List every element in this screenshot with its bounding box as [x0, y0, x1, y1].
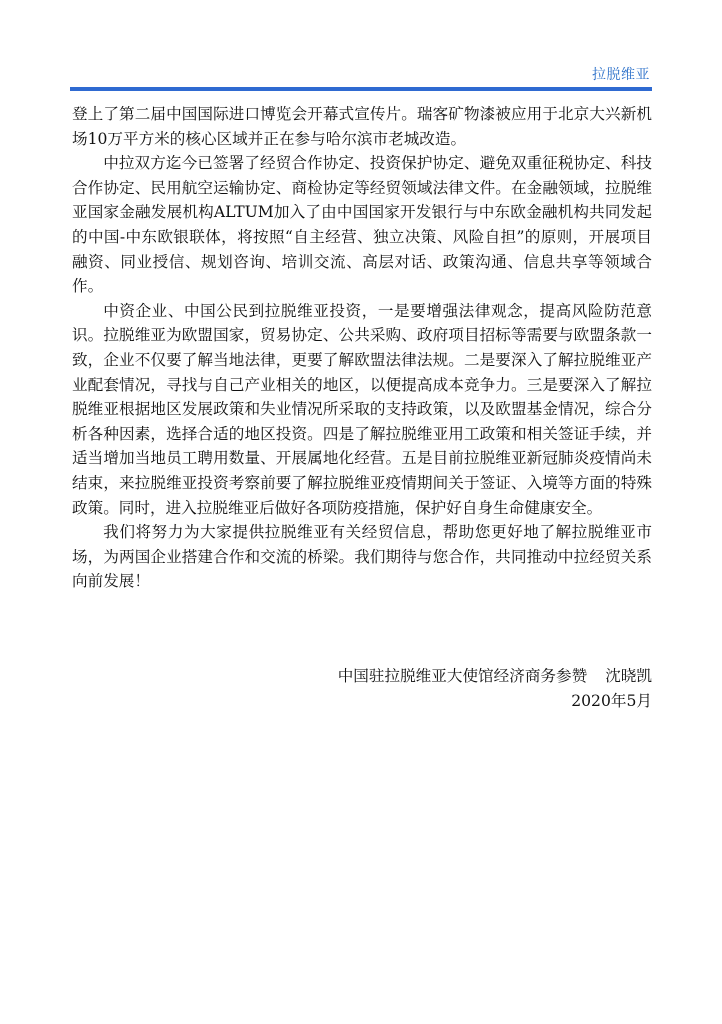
header-rule [70, 87, 652, 91]
header-title: 拉脱维亚 [592, 67, 650, 83]
page-header [70, 60, 652, 90]
signature-organization: 中国驻拉脱维亚大使馆经济商务参赞 [337, 667, 588, 685]
body-paragraph-investment-advice: 中资企业、中国公民到拉脱维亚投资，一是要增强法律观念，提高风险防范意识。拉脱维亚为欧盟国家，贸易协定、公共采购、政府项目招标等需要与欧盟条款一致，企业不仅要了解当地法律，更要了解欧盟法律法规。二是要深入了解拉脱维亚产业配套情况，寻找与自己产业相关的地区，以便提高成本竞争力。三是要深入了解拉脱维亚根据地区发展政策和失业情况所采取的支持政策，以及欧盟基金情况，综合分析各种因素，选择合适的地区投资。四是了解拉脱维亚用工政策和相关签证手续，并适当增加当地员工聘用数量、开展属地化经营。五是目前拉脱维亚新冠肺炎疫情尚未结束，来拉脱维亚投资考察前要了解拉脱维亚疫情期间关于签证、入境等方面的特殊政策。同时，进入拉脱维亚后做好各项防疫措施，保护好自身生命健康安全。 [72, 301, 652, 517]
signature-date: 2020年5月 [571, 691, 652, 710]
signature-block [338, 664, 652, 713]
body-paragraph-closing: 我们将努力为大家提供拉脱维亚有关经贸信息，帮助您更好地了解拉脱维亚市场，为两国企业搭建合作和交流的桥梁。我们期待与您合作，共同推动中拉经贸关系向前发展！ [72, 523, 652, 591]
body-paragraph-agreements: 中拉双方迄今已签署了经贸合作协定、投资保护协定、避免双重征税协定、科技合作协定、民用航空运输协定、商检协定等经贸领域法律文件。在金融领域，拉脱维亚国家金融发展机构ALTUM加入了由中国国家开发银行与中东欧金融机构共同发起的中国-中东欧银联体，将按照“自主经营、独立决策、风险自担”的原则，开展项目融资、同业授信、规划咨询、培训交流、高层对话、政策沟通、信息共享等领域合作。 [72, 154, 652, 296]
document-body [72, 102, 652, 594]
body-paragraph-continuation: 登上了第二届中国国际进口博览会开幕式宣传片。瑞客矿物漆被应用于北京大兴新机场10万平方米的核心区域并正在参与哈尔滨市老城改造。 [72, 105, 652, 148]
signature-name: 沈晓凯 [605, 667, 652, 685]
signature-line [338, 664, 652, 689]
